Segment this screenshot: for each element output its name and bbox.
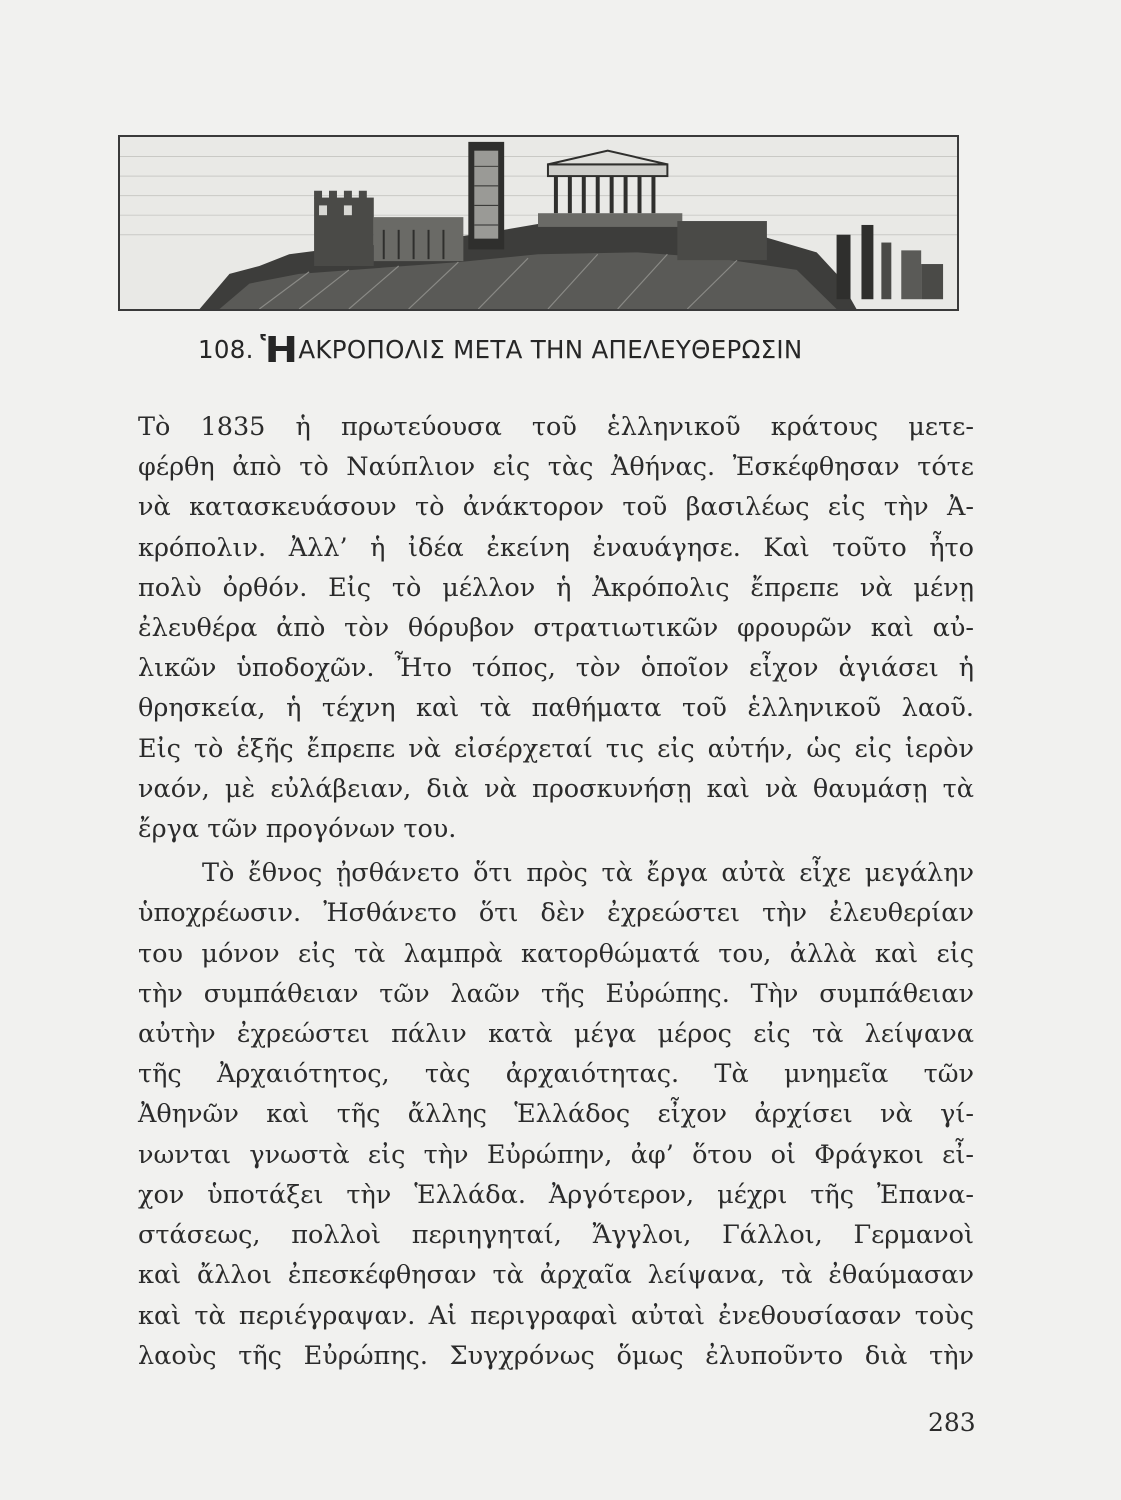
text-line: ἐλευθέρα ἀπὸ τὸν θόρυβον στρατιωτικῶν φρουρῶν καὶ αὐ-	[138, 613, 974, 643]
text-line: Εἰς τὸ ἑξῆς ἔπρεπε νὰ εἰσέρχεταί τις εἰς αὐτήν, ὡς εἰς ἱερὸν	[138, 734, 974, 764]
text-line: καὶ ἄλλοι ἐπεσκέφθησαν τὰ ἀρχαῖα λείψανα, τὰ ἐθαύμασαν	[138, 1260, 974, 1290]
text-line: κρόπολιν. Ἀλλ’ ἡ ἰδέα ἐκείνη ἐναυάγησε. Καὶ τοῦτο ἦτο	[138, 533, 974, 563]
text-line: τὴν συμπάθειαν τῶν λαῶν τῆς Εὐρώπης. Τὴν συμπάθειαν	[138, 979, 974, 1009]
acropolis-engraving-icon	[120, 137, 957, 309]
text-line: Τὸ ἔθνος ᾐσθάνετο ὅτι πρὸς τὰ ἔργα αὐτὰ εἶχε μεγάλην	[202, 858, 974, 888]
text-line: νωνται γνωστὰ εἰς τὴν Εὐρώπην, ἀφ’ ὅτου οἱ Φράγκοι εἶ-	[138, 1140, 974, 1170]
text-line: λαοὺς τῆς Εὐρώπης. Συγχρόνως ὅμως ἐλυποῦντο διὰ τὴν	[138, 1341, 974, 1371]
chapter-heading	[198, 330, 958, 377]
text-line: νὰ κατασκευάσουν τὸ ἀνάκτορον τοῦ βασιλέως εἰς τὴν Ἀ-	[138, 492, 974, 522]
text-line: πολὺ ὀρθόν. Εἰς τὸ μέλλον ἡ Ἀκρόπολις ἔπρεπε νὰ μένῃ	[138, 573, 974, 603]
text-line: φέρθη ἀπὸ τὸ Ναύπλιον εἰς τὰς Ἀθήνας. Ἐσκέφθησαν τότε	[138, 452, 974, 482]
text-line: Ἀθηνῶν καὶ τῆς ἄλλης Ἑλλάδος εἶχον ἀρχίσει νὰ γί-	[138, 1099, 974, 1129]
decorated-initial: Ἡ	[260, 330, 299, 371]
text-line: τῆς Ἀρχαιότητος, τὰς ἀρχαιότητας. Τὰ μνημεῖα τῶν	[138, 1059, 974, 1089]
page-number: 283	[928, 1408, 976, 1437]
text-line: ὑποχρέωσιν. Ἠσθάνετο ὅτι δὲν ἐχρεώστει τὴν ἐλευθερίαν	[138, 898, 974, 928]
text-line: θρησκεία, ἡ τέχνη καὶ τὰ παθήματα τοῦ ἑλληνικοῦ λαοῦ.	[138, 693, 974, 723]
acropolis-illustration	[118, 135, 959, 311]
text-line: στάσεως, πολλοὶ περιηγηταί, Ἄγγλοι, Γάλλοι, Γερμανοὶ	[138, 1220, 974, 1250]
text-line: Τὸ 1835 ἡ πρωτεύουσα τοῦ ἑλληνικοῦ κράτους μετε-	[138, 412, 974, 442]
text-line: ἔργα τῶν προγόνων του.	[138, 814, 457, 844]
chapter-title: ΑΚΡΟΠΟΛΙΣ ΜΕΤΑ ΤΗΝ ΑΠΕΛΕΥΘΕΡΩΣΙΝ	[298, 335, 803, 364]
chapter-number: 108.	[198, 335, 254, 364]
text-line: λικῶν ὑποδοχῶν. Ἦτο τόπος, τὸν ὁποῖον εἶχον ἁγιάσει ἡ	[138, 653, 974, 683]
text-line: του μόνον εἰς τὰ λαμπρὰ κατορθώματά του, ἀλλὰ καὶ εἰς	[138, 939, 974, 969]
text-line: αὐτὴν ἐχρεώστει πάλιν κατὰ μέγα μέρος εἰς τὰ λείψανα	[138, 1019, 974, 1049]
text-line: χον ὑποτάξει τὴν Ἑλλάδα. Ἀργότερον, μέχρι τῆς Ἐπανα-	[138, 1180, 974, 1210]
text-line: καὶ τὰ περιέγραψαν. Αἱ περιγραφαὶ αὐταὶ ἐνεθουσίασαν τοὺς	[138, 1301, 974, 1331]
text-line: ναόν, μὲ εὐλάβειαν, διὰ νὰ προσκυνήσῃ καὶ νὰ θαυμάσῃ τὰ	[138, 774, 974, 804]
